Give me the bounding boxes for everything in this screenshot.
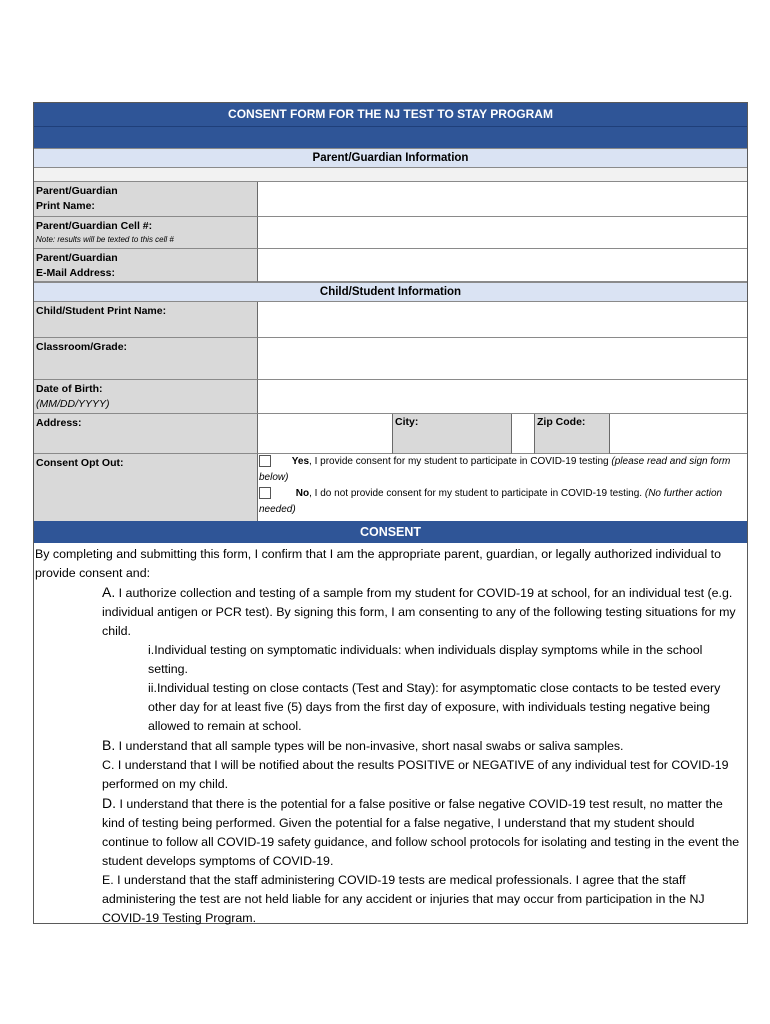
parent-section-header: Parent/Guardian Information xyxy=(34,148,747,168)
parent-name-label xyxy=(34,182,258,217)
parent-name-label-line1: Parent/Guardian xyxy=(36,185,118,197)
dob-label xyxy=(34,380,258,414)
item-a-text: I authorize collection and testing of a sample from my student for COVID-19 at school, for an individual test (e.g. individual antigen or PCR test). By signing this form, I am consenting to any of the following testing situations for my child. xyxy=(102,586,736,638)
child-section-header: Child/Student Information xyxy=(34,282,747,302)
parent-email-field[interactable] xyxy=(258,249,747,282)
no-word: No xyxy=(295,488,310,499)
zip-field[interactable] xyxy=(610,414,747,454)
opt-out-label-text: Consent Opt Out: xyxy=(36,457,124,469)
parent-cell-field[interactable] xyxy=(258,217,747,249)
consent-item-e: E. I understand that the staff administering COVID-19 tests are medical professionals. I agree that the staff administering the test are not held liable for any accident or injuries that may occur from participation in the NJ COVID-19 Testing Program. xyxy=(102,873,705,925)
city-label-text: City: xyxy=(395,416,419,428)
parent-email-label xyxy=(34,249,258,282)
consent-item-c: C. I understand that I will be notified about the results POSITIVE or NEGATIVE of any individual test for COVID-19 performed on my child. xyxy=(102,758,729,791)
parent-cell-label xyxy=(34,217,258,249)
classroom-label xyxy=(34,338,258,380)
child-name-label-text: Child/Student Print Name: xyxy=(36,305,167,317)
zip-label-text: Zip Code: xyxy=(537,416,586,428)
opt-in-row xyxy=(259,454,746,486)
child-name-field[interactable] xyxy=(258,302,747,338)
consent-header: CONSENT xyxy=(34,521,747,543)
consent-item-a xyxy=(34,583,747,641)
item-b-text: I understand that all sample types will be non-invasive, short nasal swabs or saliva samples. xyxy=(115,739,624,753)
dob-label-text: Date of Birth: xyxy=(36,383,103,395)
consent-item-d xyxy=(34,794,747,871)
no-text: , I do not provide consent for my student to participate in COVID-19 testing. xyxy=(309,488,645,499)
consent-item-b xyxy=(34,736,747,756)
child-name-label xyxy=(34,302,258,338)
consent-item-a-i: i.Individual testing on symptomatic individuals: when individuals display symptoms while in the school setting. xyxy=(148,643,703,676)
item-d-letter: D. xyxy=(102,795,116,811)
consent-item-a-ii: ii.Individual testing on close contacts (Test and Stay): for asymptomatic close contacts to be tested every other day for at least five (5) days from the first day of exposure, with individuals testing negative being allowed to remain at school. xyxy=(148,681,721,733)
yes-text: , I provide consent for my student to participate in COVID-19 testing xyxy=(309,456,612,467)
item-a-letter: A. xyxy=(102,584,116,600)
city-label xyxy=(392,414,512,454)
address-field[interactable] xyxy=(258,414,392,454)
parent-email-label-line1: Parent/Guardian xyxy=(36,252,118,264)
consent-intro: By completing and submitting this form, I confirm that I am the appropriate parent, guardian, or legally authorized individual to provide consent and: xyxy=(35,547,721,580)
dob-field[interactable] xyxy=(258,380,747,414)
yes-word: Yes xyxy=(291,456,310,467)
no-italic-note: (No further action needed) xyxy=(259,488,723,515)
consent-form xyxy=(33,102,748,924)
item-d-text: I understand that there is the potential for a false positive or false negative COVID-19 test result, no matter the kind of testing being performed. Given the potential for a false negative, I understand that my student should continue to follow all COVID-19 safety guidance, and follow school protocols for isolating and testing in the event the student develops symptoms of COVID-19. xyxy=(102,797,740,868)
city-field[interactable] xyxy=(512,414,534,454)
address-label xyxy=(34,414,258,454)
item-b-letter: B. xyxy=(102,737,116,753)
opt-out-label xyxy=(34,454,258,521)
parent-email-label-line2: E-Mail Address: xyxy=(36,267,115,279)
parent-name-label-line2: Print Name: xyxy=(36,200,95,212)
no-checkbox[interactable] xyxy=(259,487,271,499)
dob-format: (MM/DD/YYYY) xyxy=(36,398,110,410)
address-label-text: Address: xyxy=(36,417,82,429)
yes-italic-note: (please read and sign form below) xyxy=(259,456,731,483)
classroom-label-text: Classroom/Grade: xyxy=(36,341,128,353)
parent-cell-label-text: Parent/Guardian Cell #: xyxy=(36,220,153,232)
opt-out-options xyxy=(258,454,747,521)
classroom-field[interactable] xyxy=(258,338,747,380)
opt-out-row xyxy=(259,486,746,518)
zip-label xyxy=(534,414,610,454)
consent-body xyxy=(34,545,747,928)
yes-checkbox[interactable] xyxy=(259,455,271,467)
form-title: CONSENT FORM FOR THE NJ TEST TO STAY PROGRAM xyxy=(34,103,747,126)
parent-cell-note: Note: results will be texted to this cell # xyxy=(36,235,174,244)
parent-name-field[interactable] xyxy=(258,182,747,217)
section-spacer xyxy=(34,168,747,182)
title-spacer-bar xyxy=(34,126,747,148)
